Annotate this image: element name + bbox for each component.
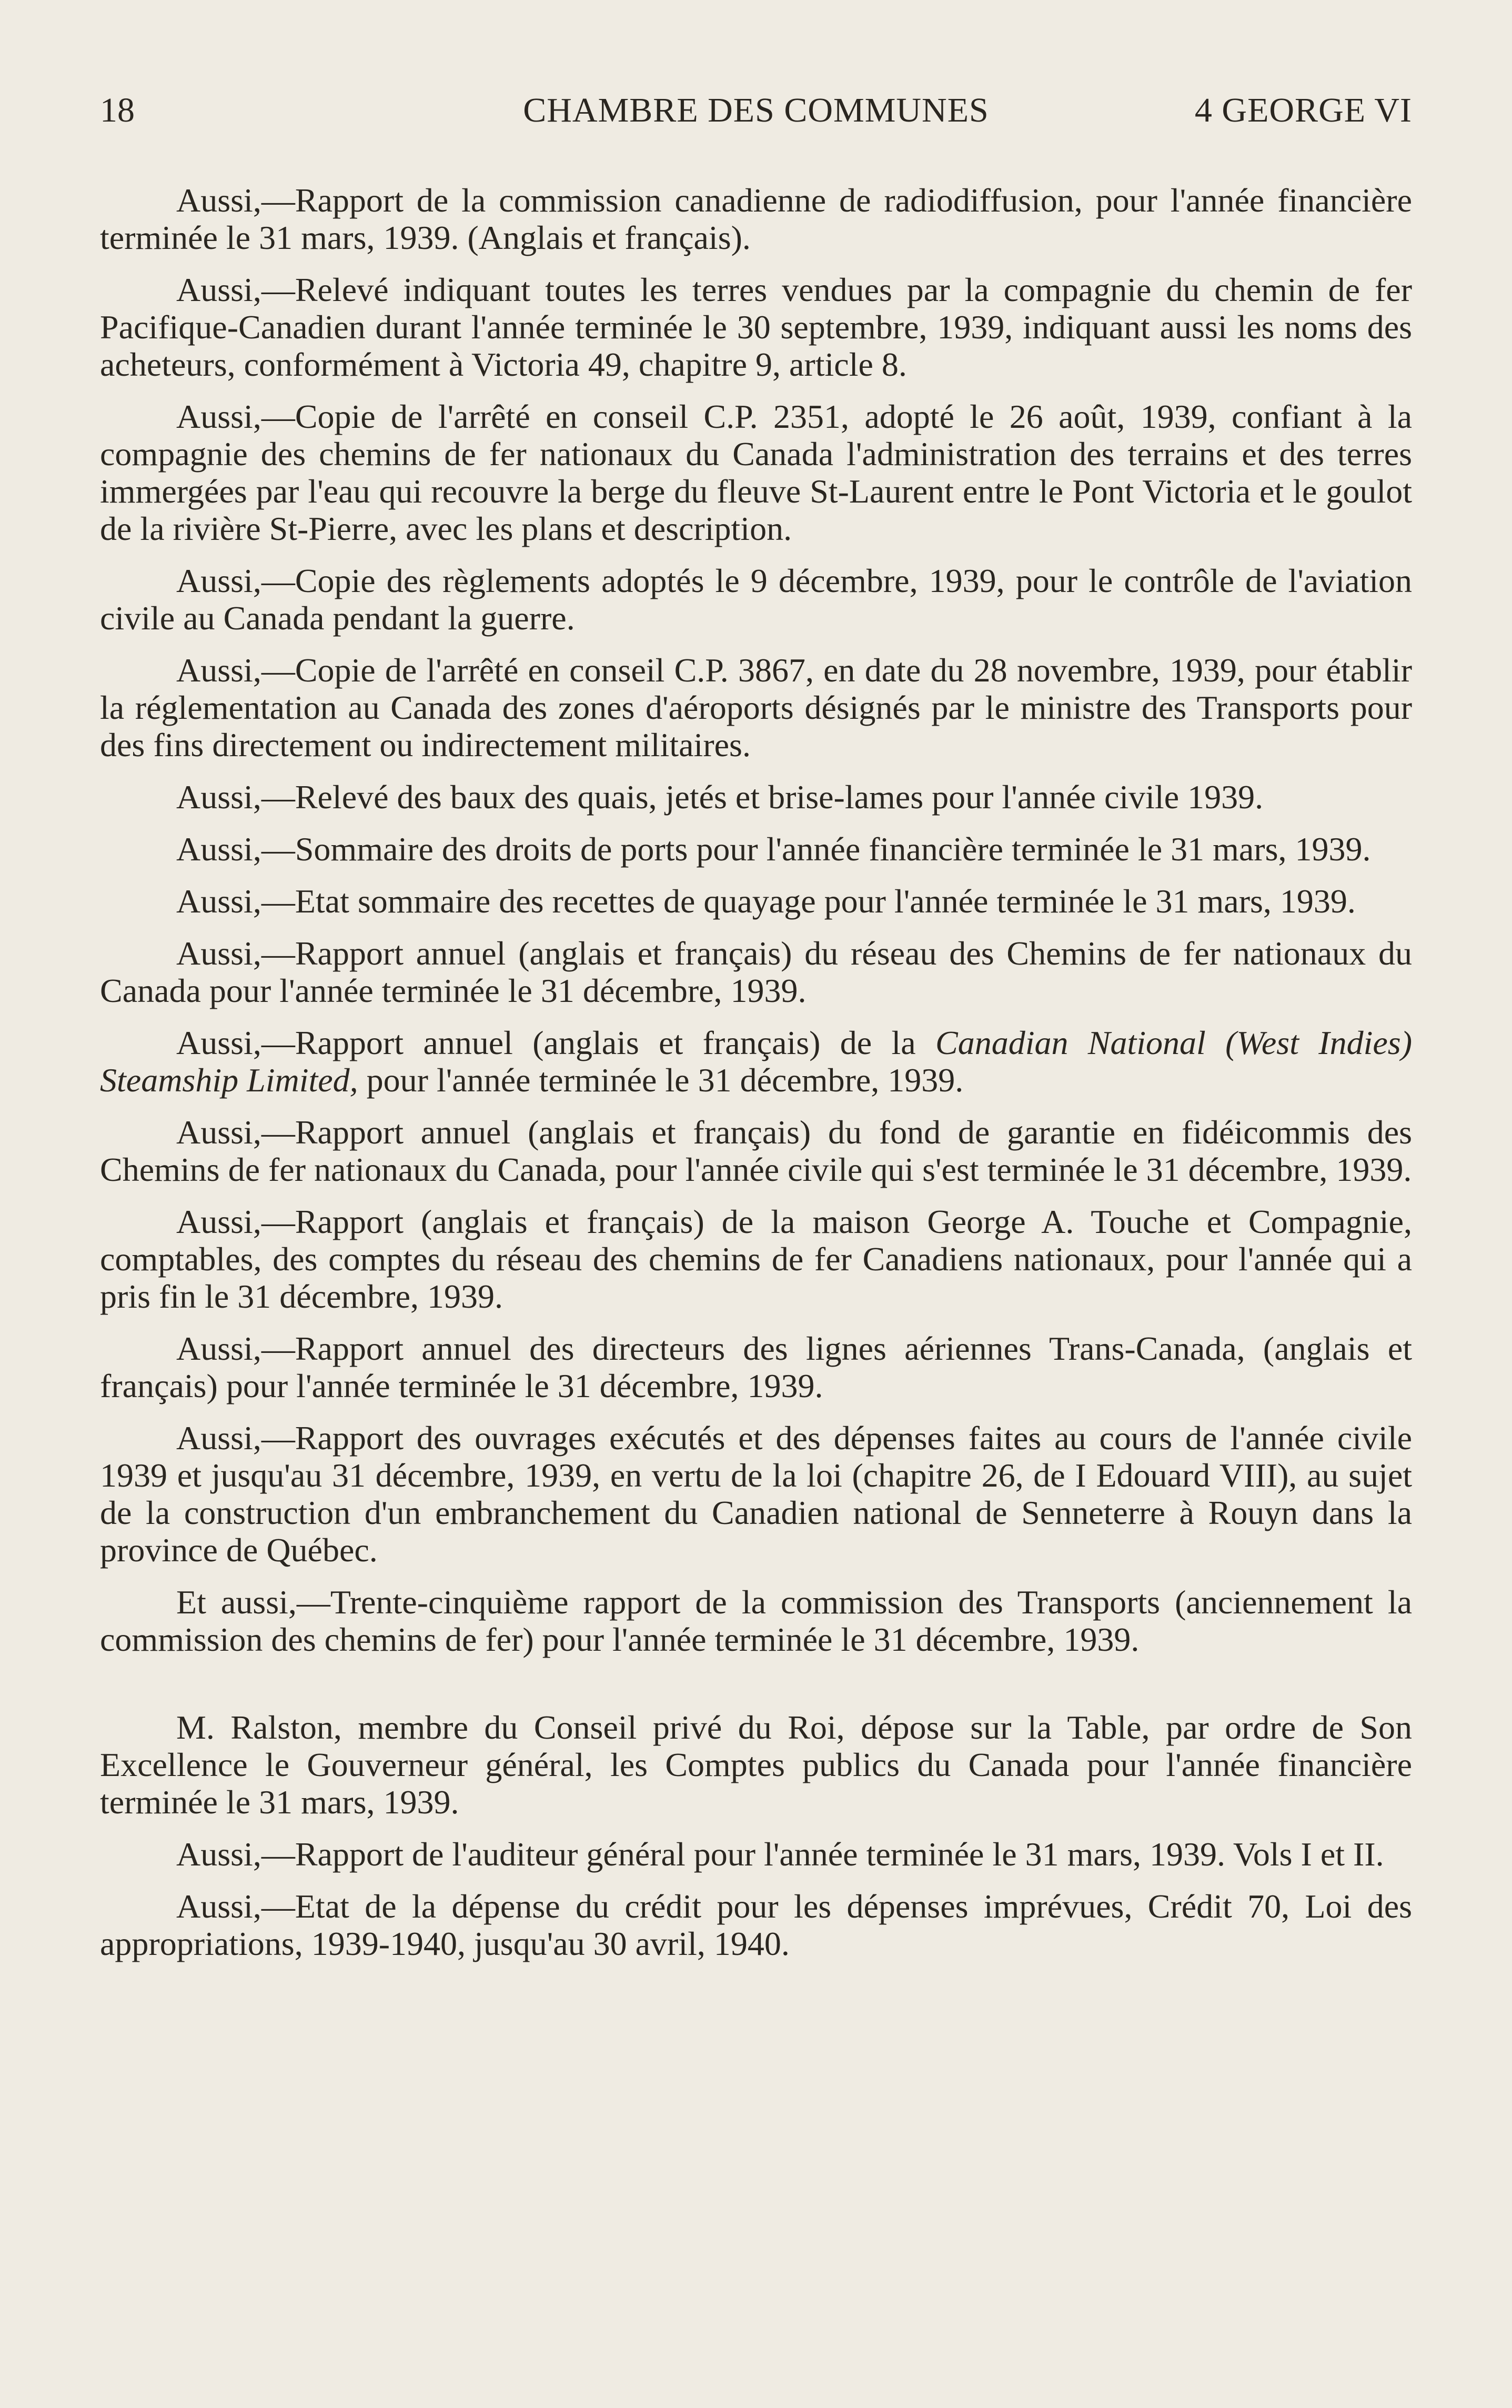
running-header [100,89,1412,132]
entry-paragraph: Aussi,—Relevé des baux des quais, jetés et brise-lames pour l'année civile 1939. [176,778,1264,816]
page-number: 18 [100,91,135,129]
entry-text-after-italic: pour l'année terminée le 31 décembre, 1939. [358,1061,964,1099]
entry-paragraph: Aussi,—Etat de la dépense du crédit pour les dépenses imprévues, Crédit 70, Loi des appropriations, 1939-1940, jusqu'au 30 avril, 1940. [100,1888,1412,1962]
entry-paragraph: M. Ralston, membre du Conseil privé du Roi, dépose sur la Table, par ordre de Son Excellence le Gouverneur général, les Comptes publics du Canada pour l'année financière terminée le 31 mars, 1939. [100,1709,1412,1821]
regnal-year: 4 GEORGE VI [1194,91,1412,129]
entry-text-before-italic: Aussi,—Rapport annuel (anglais et français) de la [176,1024,935,1061]
entry-paragraph: Et aussi,—Trente-cinquième rapport de la commission des Transports (anciennement la commission des chemins de fer) pour l'année terminée le 31 décembre, 1939. [100,1583,1412,1658]
entry-paragraph: Aussi,—Rapport annuel (anglais et français) du réseau des Chemins de fer nationaux du Canada pour l'année terminée le 31 décembre, 1939. [100,935,1412,1009]
entry-paragraph: Aussi,—Copie des règlements adoptés le 9 décembre, 1939, pour le contrôle de l'aviation civile au Canada pendant la guerre. [100,562,1412,637]
entry-paragraph: Aussi,—Etat sommaire des recettes de quayage pour l'année terminée le 31 mars, 1939. [176,882,1356,920]
entry-paragraph: Aussi,—Rapport de l'auditeur général pour l'année terminée le 31 mars, 1939. Vols I et II. [176,1835,1384,1873]
company-name-italic: Canadian National (West Indies) Steamship Limited, [100,1024,1412,1099]
entry-paragraph: Aussi,—Sommaire des droits de ports pour l'année financière terminée le 31 mars, 1939. [176,830,1371,868]
entry-paragraph: Aussi,—Relevé indiquant toutes les terres vendues par la compagnie du chemin de fer Pacifique-Canadien durant l'année terminée le 30 septembre, 1939, indiquant aussi les noms des acheteurs, conformément à Victoria 49, chapitre 9, article 8. [100,271,1412,383]
journal-entries [100,182,1412,1977]
journal-title: CHAMBRE DES COMMUNES [523,91,989,129]
entry-paragraph: Aussi,—Rapport des ouvrages exécutés et des dépenses faites au cours de l'année civile 1939 et jusqu'au 31 décembre, 1939, en vertu de la loi (chapitre 26, de I Edouard VIII), au sujet de la construction d'un embranchement du Canadien national de Senneterre à Rouyn dans la province de Québec. [100,1419,1412,1569]
entry-paragraph: Aussi,—Rapport (anglais et français) de la maison George A. Touche et Compagnie, comptables, des comptes du réseau des chemins de fer Canadiens nationaux, pour l'année qui a pris fin le 31 décembre, 1939. [100,1203,1412,1315]
entry-paragraph: Aussi,—Rapport annuel des directeurs des lignes aériennes Trans-Canada, (anglais et français) pour l'année terminée le 31 décembre, 1939. [100,1330,1412,1404]
entry-paragraph: Aussi,—Copie de l'arrêté en conseil C.P. 3867, en date du 28 novembre, 1939, pour établir la réglementation au Canada des zones d'aéroports désignés par le ministre des Transports pour des fins directement ou indirectement militaires. [100,651,1412,764]
entry-paragraph [100,1024,1412,1099]
entry-paragraph: Aussi,—Copie de l'arrêté en conseil C.P. 2351, adopté le 26 août, 1939, confiant à la compagnie des chemins de fer nationaux du Canada l'administration des terrains et des terres immergées par l'eau qui recouvre la berge du fleuve St-Laurent entre le Pont Victoria et le goulot de la rivière St-Pierre, avec les plans et description. [100,398,1412,547]
entry-paragraph: Aussi,—Rapport annuel (anglais et français) du fond de garantie en fidéicommis des Chemins de fer nationaux du Canada, pour l'année civile qui s'est terminée le 31 décembre, 1939. [100,1113,1412,1188]
entry-paragraph: Aussi,—Rapport de la commission canadienne de radiodiffusion, pour l'année financière terminée le 31 mars, 1939. (Anglais et français). [100,182,1412,256]
